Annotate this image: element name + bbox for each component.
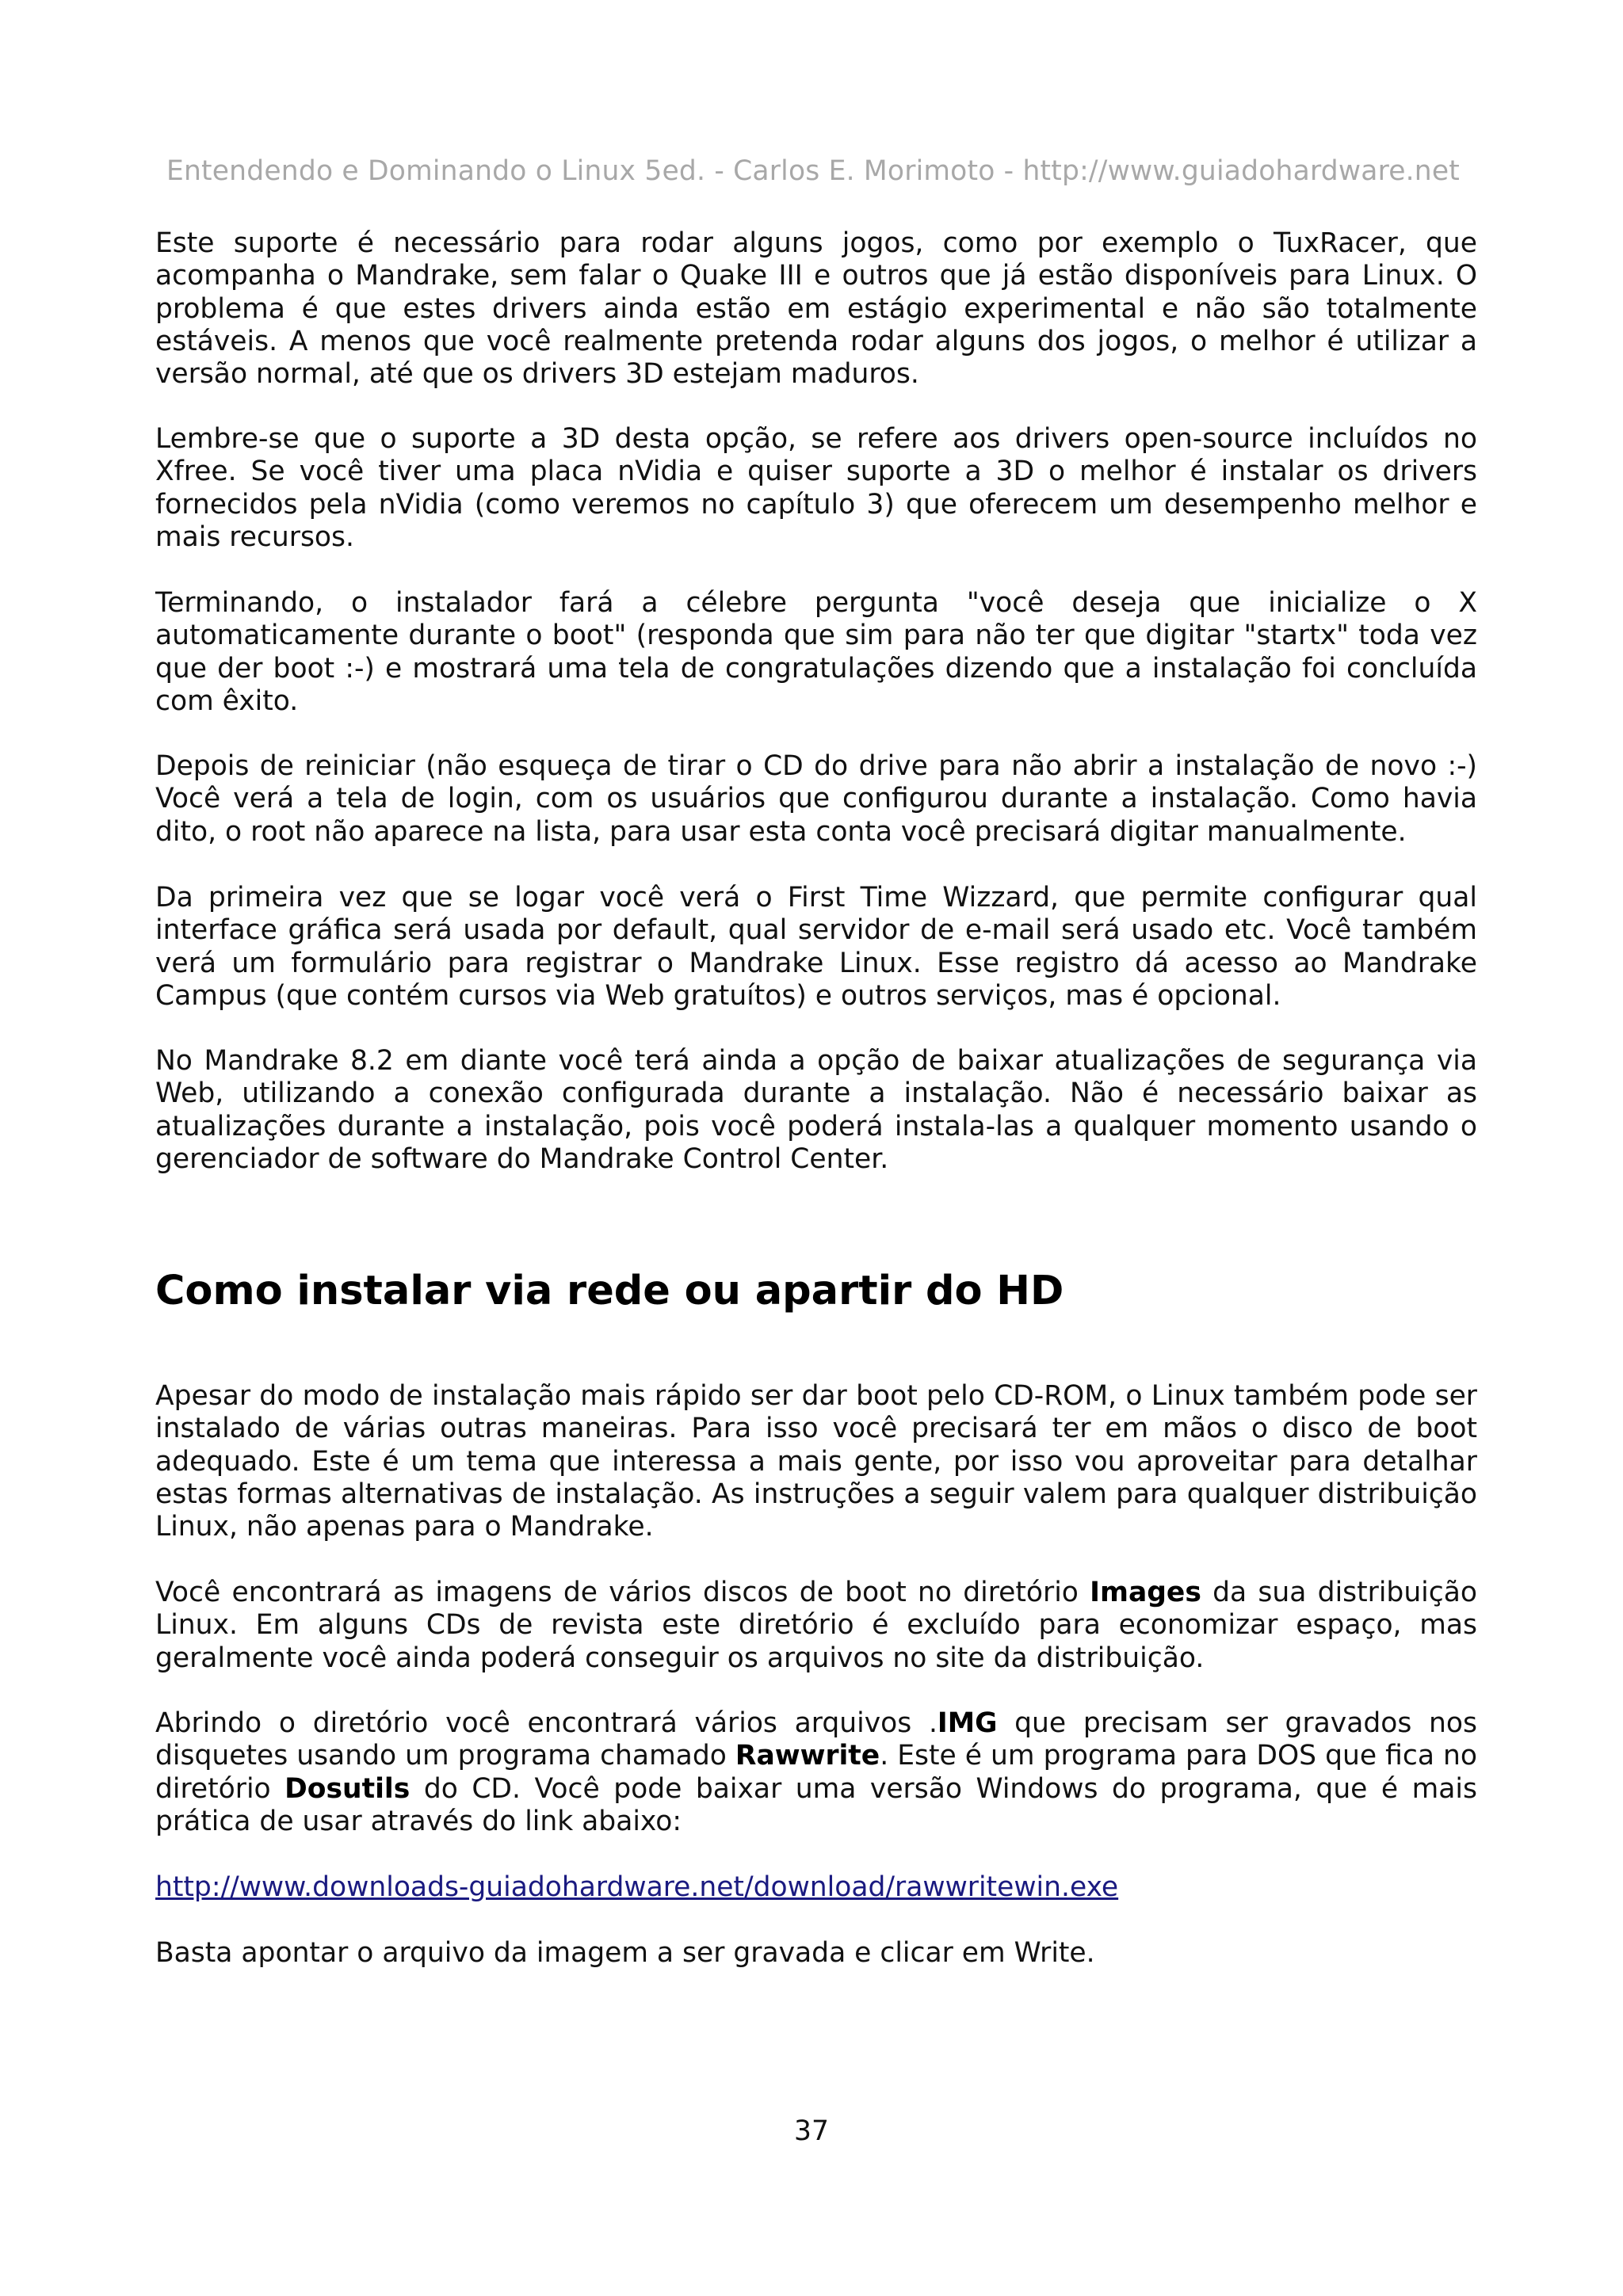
bold-term-img: IMG — [937, 1707, 998, 1739]
paragraph-8 — [155, 1577, 1477, 1675]
paragraph-text: Apesar do modo de instalação mais rápido ser dar boot pelo CD-ROM, o Linux também pode ser instalado de várias outras maneiras. Para isso você precisará ter em mãos o disco de boot adequado. Este é um tema que interessa a mais gente, por isso vou aproveitar para detalhar estas formas alternativas de instalação. As instruções a seguir valem para qualquer distribuição Linux, não apenas para o Mandrake. — [155, 1380, 1477, 1543]
paragraph-9 — [155, 1707, 1477, 1838]
paragraph-5 — [155, 882, 1477, 1013]
paragraph-text: Lembre-se que o suporte a 3D desta opção, se refere aos drivers open-source incluídos no Xfree. Se você tiver uma placa nVidia e quiser suporte a 3D o melhor é instalar os drivers fornecidos pela nVidia (como veremos no capítulo 3) que oferecem um desempenho melhor e mais recursos. — [155, 423, 1477, 553]
text-run: que precisam ser gravados nos disquetes usando um programa chamado — [155, 1707, 1478, 1772]
link-line — [155, 1871, 1477, 1904]
text-run: do CD. Você pode baixar uma versão Windows do programa, que é mais prática de usar através do link abaixo: — [155, 1772, 1477, 1837]
paragraph-text: Basta apontar o arquivo da imagem a ser gravada e clicar em Write. — [155, 1937, 1095, 1969]
download-link[interactable]: http://www.downloads-guiadohardware.net/download/rawwritewin.exe — [155, 1871, 1119, 1903]
text-run: da sua distribuição Linux. Em alguns CDs de revista este diretório é excluído para economizar espaço, mas geralmente você ainda poderá conseguir os arquivos no site da distribuição. — [155, 1577, 1477, 1674]
paragraph-text: Depois de reiniciar (não esqueça de tirar o CD do drive para não abrir a instalação de novo :-) Você verá a tela de login, com os usuários que configurou durante a instalação. Como havia dito, o root não aparece na lista, para usar esta conta você precisará digitar manualmente. — [155, 750, 1477, 848]
paragraph-10 — [155, 1937, 1477, 1970]
paragraph-text: Terminando, o instalador fará a célebre pergunta "você deseja que inicialize o X automaticamente durante o boot" (responda que sim para não ter que digitar "startx" toda vez que der boot :-) e mostrará uma tela de congratulações dizendo que a instalação foi concluída com êxito. — [155, 587, 1477, 717]
paragraph-text — [155, 1707, 1477, 1838]
paragraph-3 — [155, 587, 1477, 718]
paragraph-6 — [155, 1045, 1477, 1176]
page-header: Entendendo e Dominando o Linux 5ed. - Carlos E. Morimoto - http://www.guiadohardware.net — [166, 155, 1461, 187]
section-heading: Como instalar via rede ou apartir do HD — [155, 1268, 1064, 1314]
bold-term-rawwrite: Rawwrite — [735, 1740, 880, 1772]
text-run: Você encontrará as imagens de vários discos de boot no diretório — [155, 1577, 1090, 1608]
paragraph-1 — [155, 227, 1477, 391]
paragraph-2 — [155, 423, 1477, 554]
paragraph-text: Da primeira vez que se logar você verá o First Time Wizzard, que permite configurar qual interface gráfica será usada por default, qual servidor de e-mail será usado etc. Você também verá um formulário para registrar o Mandrake Linux. Esse registro dá acesso ao Mandrake Campus (que contém cursos via Web gratuítos) e outros serviços, mas é opcional. — [155, 882, 1477, 1012]
page-number: 37 — [794, 2115, 829, 2147]
paragraph-text: Este suporte é necessário para rodar alguns jogos, como por exemplo o TuxRacer, que acompanha o Mandrake, sem falar o Quake III e outros que já estão disponíveis para Linux. O problema é que estes drivers ainda estão em estágio experimental e não são totalmente estáveis. A menos que você realmente pretenda rodar alguns dos jogos, o melhor é utilizar a versão normal, até que os drivers 3D estejam maduros. — [155, 227, 1477, 391]
paragraph-7 — [155, 1380, 1477, 1543]
bold-term-images: Images — [1090, 1577, 1201, 1608]
paragraph-4 — [155, 750, 1477, 849]
text-run: . Este é um programa para DOS que fica no diretório — [155, 1740, 1477, 1805]
paragraph-text: No Mandrake 8.2 em diante você terá ainda a opção de baixar atualizações de segurança via Web, utilizando a conexão configurada durante a instalação. Não é necessário baixar as atualizações durante a instalação, pois você poderá instala-las a qualquer momento usando o gerenciador de software do Mandrake Control Center. — [155, 1045, 1477, 1175]
bold-term-dosutils: Dosutils — [285, 1772, 411, 1805]
paragraph-text — [155, 1577, 1477, 1675]
text-run: Abrindo o diretório você encontrará vários arquivos . — [155, 1707, 938, 1739]
